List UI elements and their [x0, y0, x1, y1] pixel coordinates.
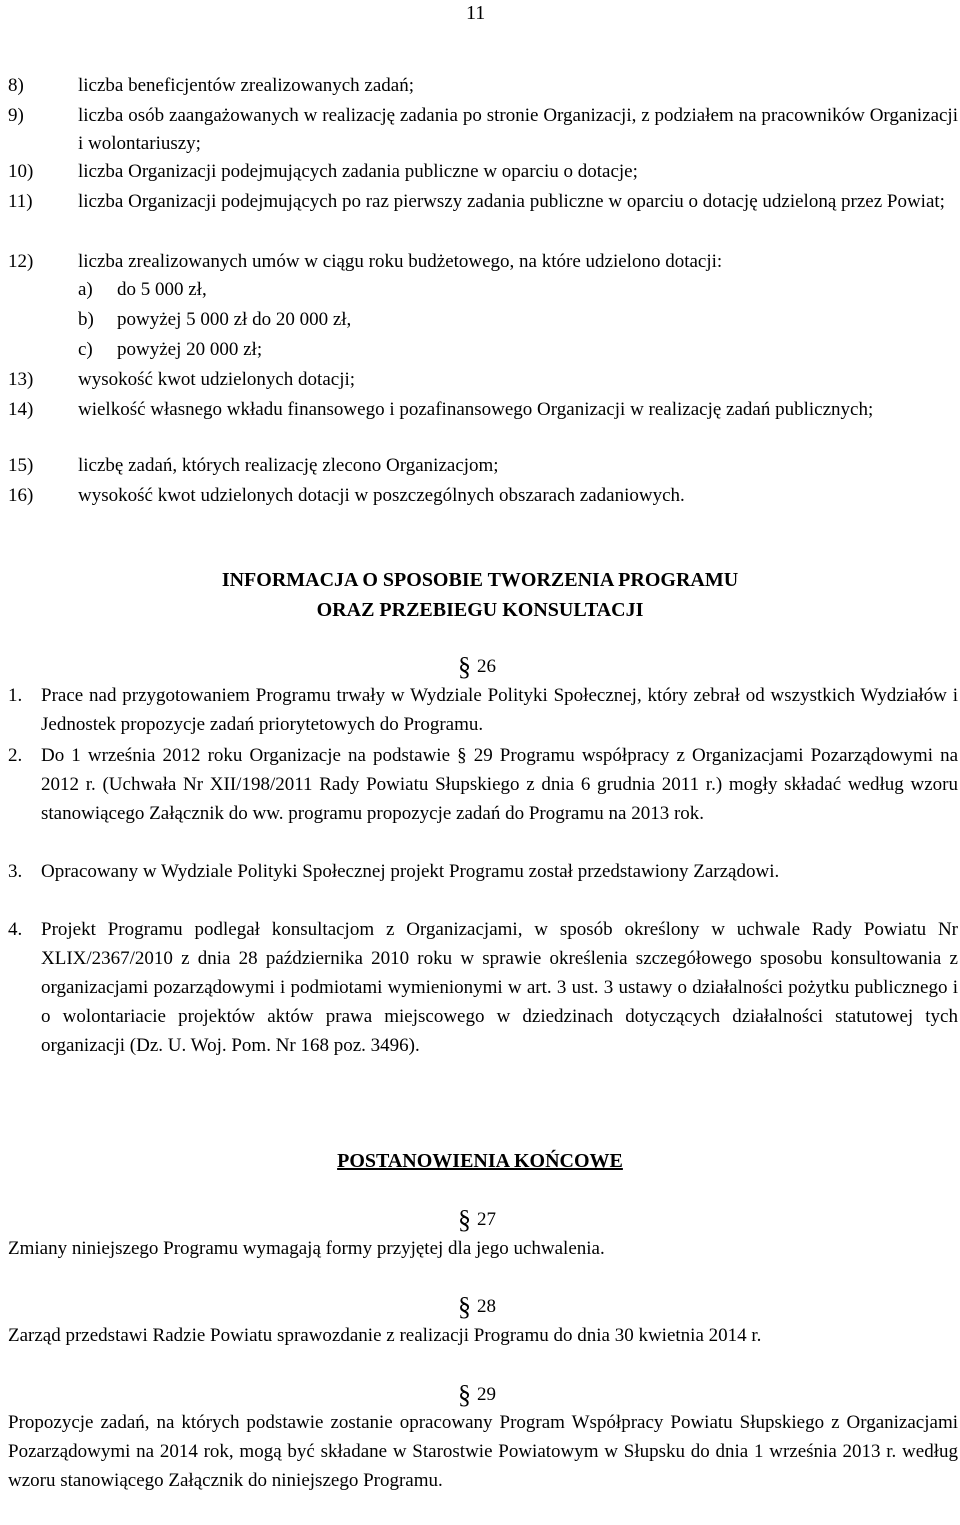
list-item-text: wysokość kwot udzielonych dotacji w poszczególnych obszarach zadaniowych.: [78, 485, 685, 506]
section-symbol: §: [458, 652, 471, 681]
list-item-text: liczba osób zaangażowanych w realizację zadania po stronie Organizacji, z podziałem na pracowników Organizacji i wolontariuszy;: [78, 105, 958, 154]
list-item-number: 16): [8, 485, 34, 506]
paragraph-text: Zarząd przedstawi Radzie Powiatu sprawozdanie z realizacji Programu do dnia 30 kwietnia 2014 r.: [8, 1325, 762, 1346]
list-item-number: 12): [8, 251, 34, 272]
sublist-item-text: powyżej 20 000 zł;: [117, 339, 263, 360]
section-heading: ORAZ PRZEBIEGU KONSULTACJI: [316, 599, 644, 621]
page-number: 11: [466, 2, 486, 24]
sublist-item-text: do 5 000 zł,: [117, 279, 207, 300]
list-item-text: liczba beneficjentów zrealizowanych zadań;: [78, 75, 415, 96]
list-item-text: wysokość kwot udzielonych dotacji;: [78, 369, 356, 390]
section-symbol: §: [458, 1205, 471, 1234]
list-item-text: liczba zrealizowanych umów w ciągu roku budżetowego, na które udzielono dotacji:: [78, 251, 723, 272]
paragraph-text: Propozycje zadań, na których podstawie zostanie opracowany Program Współpracy Powiatu Słupskiego z Organizacjami Pozarządowymi na 2014 rok, mogą być składane w Starostwie Powiatowym w Słupsku do dnia 1 września 2013 r. według wzoru stanowiącego Załącznik do niniejszego Programu.: [8, 1412, 958, 1491]
list-item: [8, 102, 958, 157]
sublist-item-letter: b): [78, 309, 94, 330]
list-item-number: 14): [8, 399, 34, 420]
list-item: [8, 452, 958, 480]
paragraph-text: Zmiany niniejszego Programu wymagają formy przyjętej dla jego uchwalenia.: [8, 1238, 605, 1259]
list-item-text: liczbę zadań, których realizację zlecono Organizacjom;: [78, 455, 499, 476]
list-item-number: 8): [8, 75, 24, 96]
list-item: [8, 396, 958, 424]
section-number: [458, 1292, 496, 1322]
list-item-number: 13): [8, 369, 34, 390]
sublist-item: [78, 336, 262, 364]
list-item-text: liczba Organizacji podejmujących po raz pierwszy zadania publiczne w oparciu o dotację udzieloną przez Powiat;: [78, 191, 945, 212]
sublist-item-text: powyżej 5 000 zł do 20 000 zł,: [117, 309, 352, 330]
section-number-value: 27: [477, 1209, 496, 1230]
section-number-value: 29: [477, 1384, 496, 1405]
list-item: [8, 248, 958, 276]
numbered-item: [8, 857, 958, 886]
list-item: [8, 188, 958, 216]
numbered-item-text: Do 1 września 2012 roku Organizacje na podstawie § 29 Programu współpracy z Organizacjami Pozarządowymi na 2012 r. (Uchwała Nr XII/198/2011 Rady Powiatu Słupskiego z dnia 6 grudnia 2011 r.) mogły składać według wzoru stanowiącego Załącznik do ww. programu propozycje zadań do Programu na 2013 rok.: [41, 745, 958, 824]
numbered-item: [8, 681, 958, 739]
section-symbol: §: [458, 1380, 471, 1409]
numbered-item: [8, 915, 958, 1060]
numbered-item-number: 4.: [8, 919, 23, 940]
sublist-item: [78, 306, 351, 334]
numbered-item-number: 3.: [8, 861, 23, 882]
list-item-number: 15): [8, 455, 34, 476]
section-number: [458, 1380, 496, 1410]
section-number-value: 28: [477, 1296, 496, 1317]
section-heading: INFORMACJA O SPOSOBIE TWORZENIA PROGRAMU: [221, 569, 739, 591]
list-item-number: 9): [8, 105, 24, 126]
numbered-item-number: 2.: [8, 745, 23, 766]
numbered-item-text: Opracowany w Wydziale Polityki Społecznej projekt Programu został przedstawiony Zarządowi.: [41, 861, 780, 882]
list-item-number: 11): [8, 191, 33, 212]
list-item: [8, 366, 958, 394]
numbered-item-text: Prace nad przygotowaniem Programu trwały w Wydziale Polityki Społecznej, który zebrał od wszystkich Wydziałów i Jednostek propozycje zadań priorytetowych do Programu.: [41, 685, 958, 735]
list-item-text: wielkość własnego wkładu finansowego i pozafinansowego Organizacji w realizację zadań publicznych;: [78, 399, 874, 420]
list-item: [8, 482, 958, 510]
list-item-text: liczba Organizacji podejmujących zadania publiczne w oparciu o dotacje;: [78, 161, 638, 182]
section-number: [458, 652, 496, 682]
section-symbol: §: [458, 1292, 471, 1321]
numbered-item-number: 1.: [8, 685, 23, 706]
sublist-item: [78, 276, 207, 304]
numbered-item-text: Projekt Programu podlegał konsultacjom z Organizacjami, w sposób określony w uchwale Rady Powiatu Nr XLIX/2367/2010 z dnia 28 października 2010 roku w sprawie określenia szczegółowego sposobu konsultowania z organizacjami pozarządowymi i podmiotami wymienionymi w art. 3 ust. 3 ustawy o działalności pożytku publicznego i o wolontariacie projektów aktów prawa miejscowego w dziedzinach dotyczących działalności statutowej tych organizacji (Dz. U. Woj. Pom. Nr 168 poz. 3496).: [41, 919, 958, 1056]
sublist-item-letter: a): [78, 279, 93, 300]
section-number-value: 26: [477, 656, 496, 677]
numbered-item: [8, 741, 958, 828]
sublist-item-letter: c): [78, 339, 93, 360]
section-number: [458, 1205, 496, 1235]
list-item: [8, 158, 958, 186]
list-item: [8, 72, 958, 100]
section-heading: POSTANOWIENIA KOŃCOWE: [337, 1150, 623, 1172]
list-item-number: 10): [8, 161, 34, 182]
